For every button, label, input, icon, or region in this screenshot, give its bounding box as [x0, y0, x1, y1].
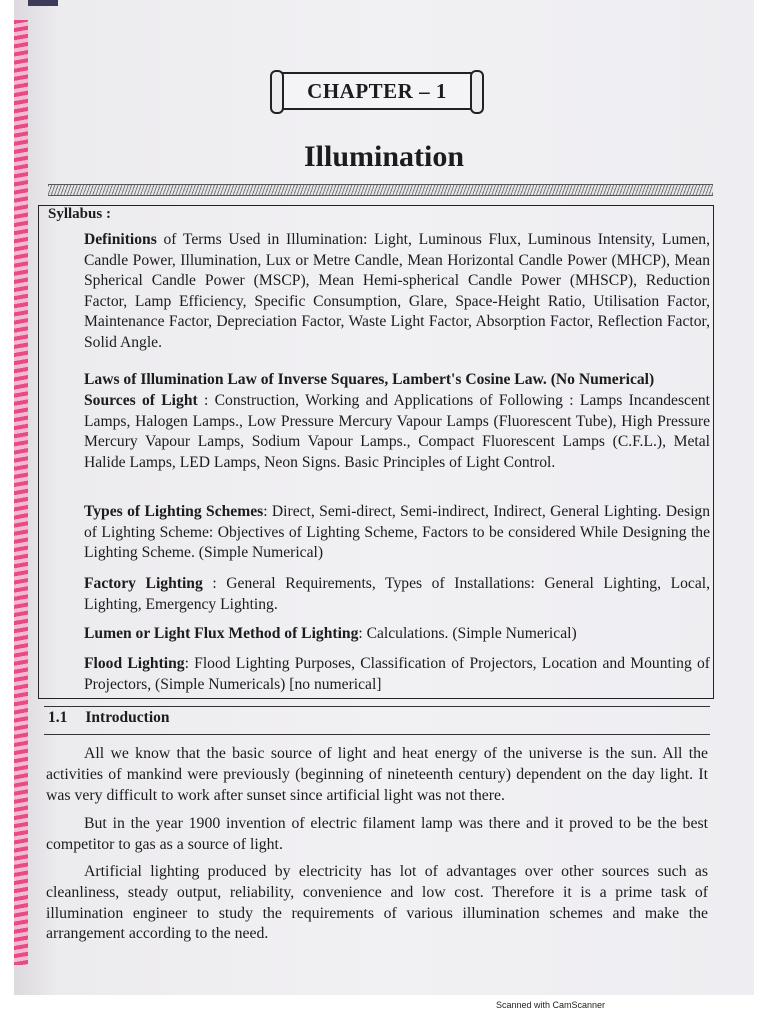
chapter-banner — [280, 72, 474, 110]
section-rule-bottom — [44, 734, 710, 735]
syllabus-label: Syllabus : — [48, 206, 111, 222]
page-title: Illumination — [303, 140, 465, 173]
syllabus-item-laws — [84, 370, 710, 391]
title-underline-hatch — [48, 184, 713, 196]
syllabus-item-text: : Flood Lighting Purposes, Classification of Projectors, Location and Mounting of Projectors, (Simple Numericals) [no numerical] — [84, 655, 710, 693]
section-rule-top — [44, 706, 710, 707]
syllabus-item-head: Definitions — [84, 231, 157, 248]
syllabus-item-head: Flood Lighting — [84, 655, 185, 672]
scanner-watermark: Scanned with CamScanner — [496, 1000, 606, 1010]
syllabus-item-definitions — [84, 230, 710, 354]
syllabus-item-text: : Calculations. (Simple Numerical) — [358, 625, 577, 642]
intro-paragraph-3: Artificial lighting produced by electricity has lot of advantages over other sources such as cleanliness, steady output, reliability, convenience and low cost. Therefore it is a prime task of illumination engineer to study the requirements of various illumination schemes and make the arrangement according to the need. — [46, 863, 708, 943]
syllabus-item-text: : Construction, Working and Applications of Following : Lamps Incandescent Lamps, Halogen Lamps., Low Pressure Mercury Vapour Lamps (Fluorescent Tube), High Pressure Mercury Vapour Lamps, Sodium Vapour Lamps., Compact Fluorescent Lamps (C.F.L.), Metal Halide Lamps, LED Lamps, Neon Signs. Basic Principles of Light Control. — [84, 392, 711, 471]
section-number: 1.1 — [48, 709, 68, 726]
chapter-label: CHAPTER – 1 — [307, 78, 447, 103]
page-edge-shadow — [28, 0, 58, 6]
syllabus-item-head: Sources of Light — [84, 392, 198, 409]
syllabus-item-head: Lumen or Light Flux Method of Lighting — [84, 625, 359, 642]
intro-paragraph-1: All we know that the basic source of light and heat energy of the universe is the sun. All the activities of mankind were previously (beginning of nineteenth century) dependent on the day light. It was very difficult to work after sunset since artificial light was not there. — [46, 745, 708, 804]
syllabus-item-head: Types of Lighting Schemes — [84, 503, 264, 520]
syllabus-item-lumen-method — [84, 624, 710, 645]
syllabus-item-head: Factory Lighting — [84, 575, 203, 592]
syllabus-item-factory-lighting — [84, 574, 710, 615]
syllabus-item-text: : Direct, Semi-direct, Semi-indirect, Indirect, General Lighting. Design of Lighting Scheme: Objectives of Lighting Scheme, Factors to be considered While Designing the Lighting Scheme. (Simple Numerical) — [84, 503, 710, 562]
syllabus-item-head: Laws of Illumination Law of Inverse Squares, Lambert's Cosine Law. (No Numerical) — [84, 371, 655, 388]
syllabus-item-lighting-schemes — [84, 502, 710, 564]
section-title: Introduction — [85, 709, 170, 726]
syllabus-item-sources — [84, 391, 710, 473]
syllabus-item-flood-lighting — [84, 654, 710, 695]
section-heading — [48, 709, 170, 727]
syllabus-item-text: : General Requirements, Types of Installations: General Lighting, Local, Lighting, Emergency Lighting. — [84, 575, 710, 613]
syllabus-item-text: of Terms Used in Illumination: Light, Luminous Flux, Luminous Intensity, Lumen, Candle Power, Illumination, Lux or Metre Candle, Mean Horizontal Candle Power (MHCP), Mean Spherical Candle Power (MSCP), Mean Hemi-spherical Candle Power (MHSCP), Reduction Factor, Lamp Efficiency, Specific Consumption, Glare, Space-Height Ratio, Utilisation Factor, Maintenance Factor, Depreciation Factor, Waste Light Factor, Absorption Factor, Reflection Factor, Solid Angle. — [84, 231, 710, 351]
intro-paragraph-2: But in the year 1900 invention of electric filament lamp was there and it proved to be the best competitor to gas as a source of light. — [46, 815, 708, 853]
